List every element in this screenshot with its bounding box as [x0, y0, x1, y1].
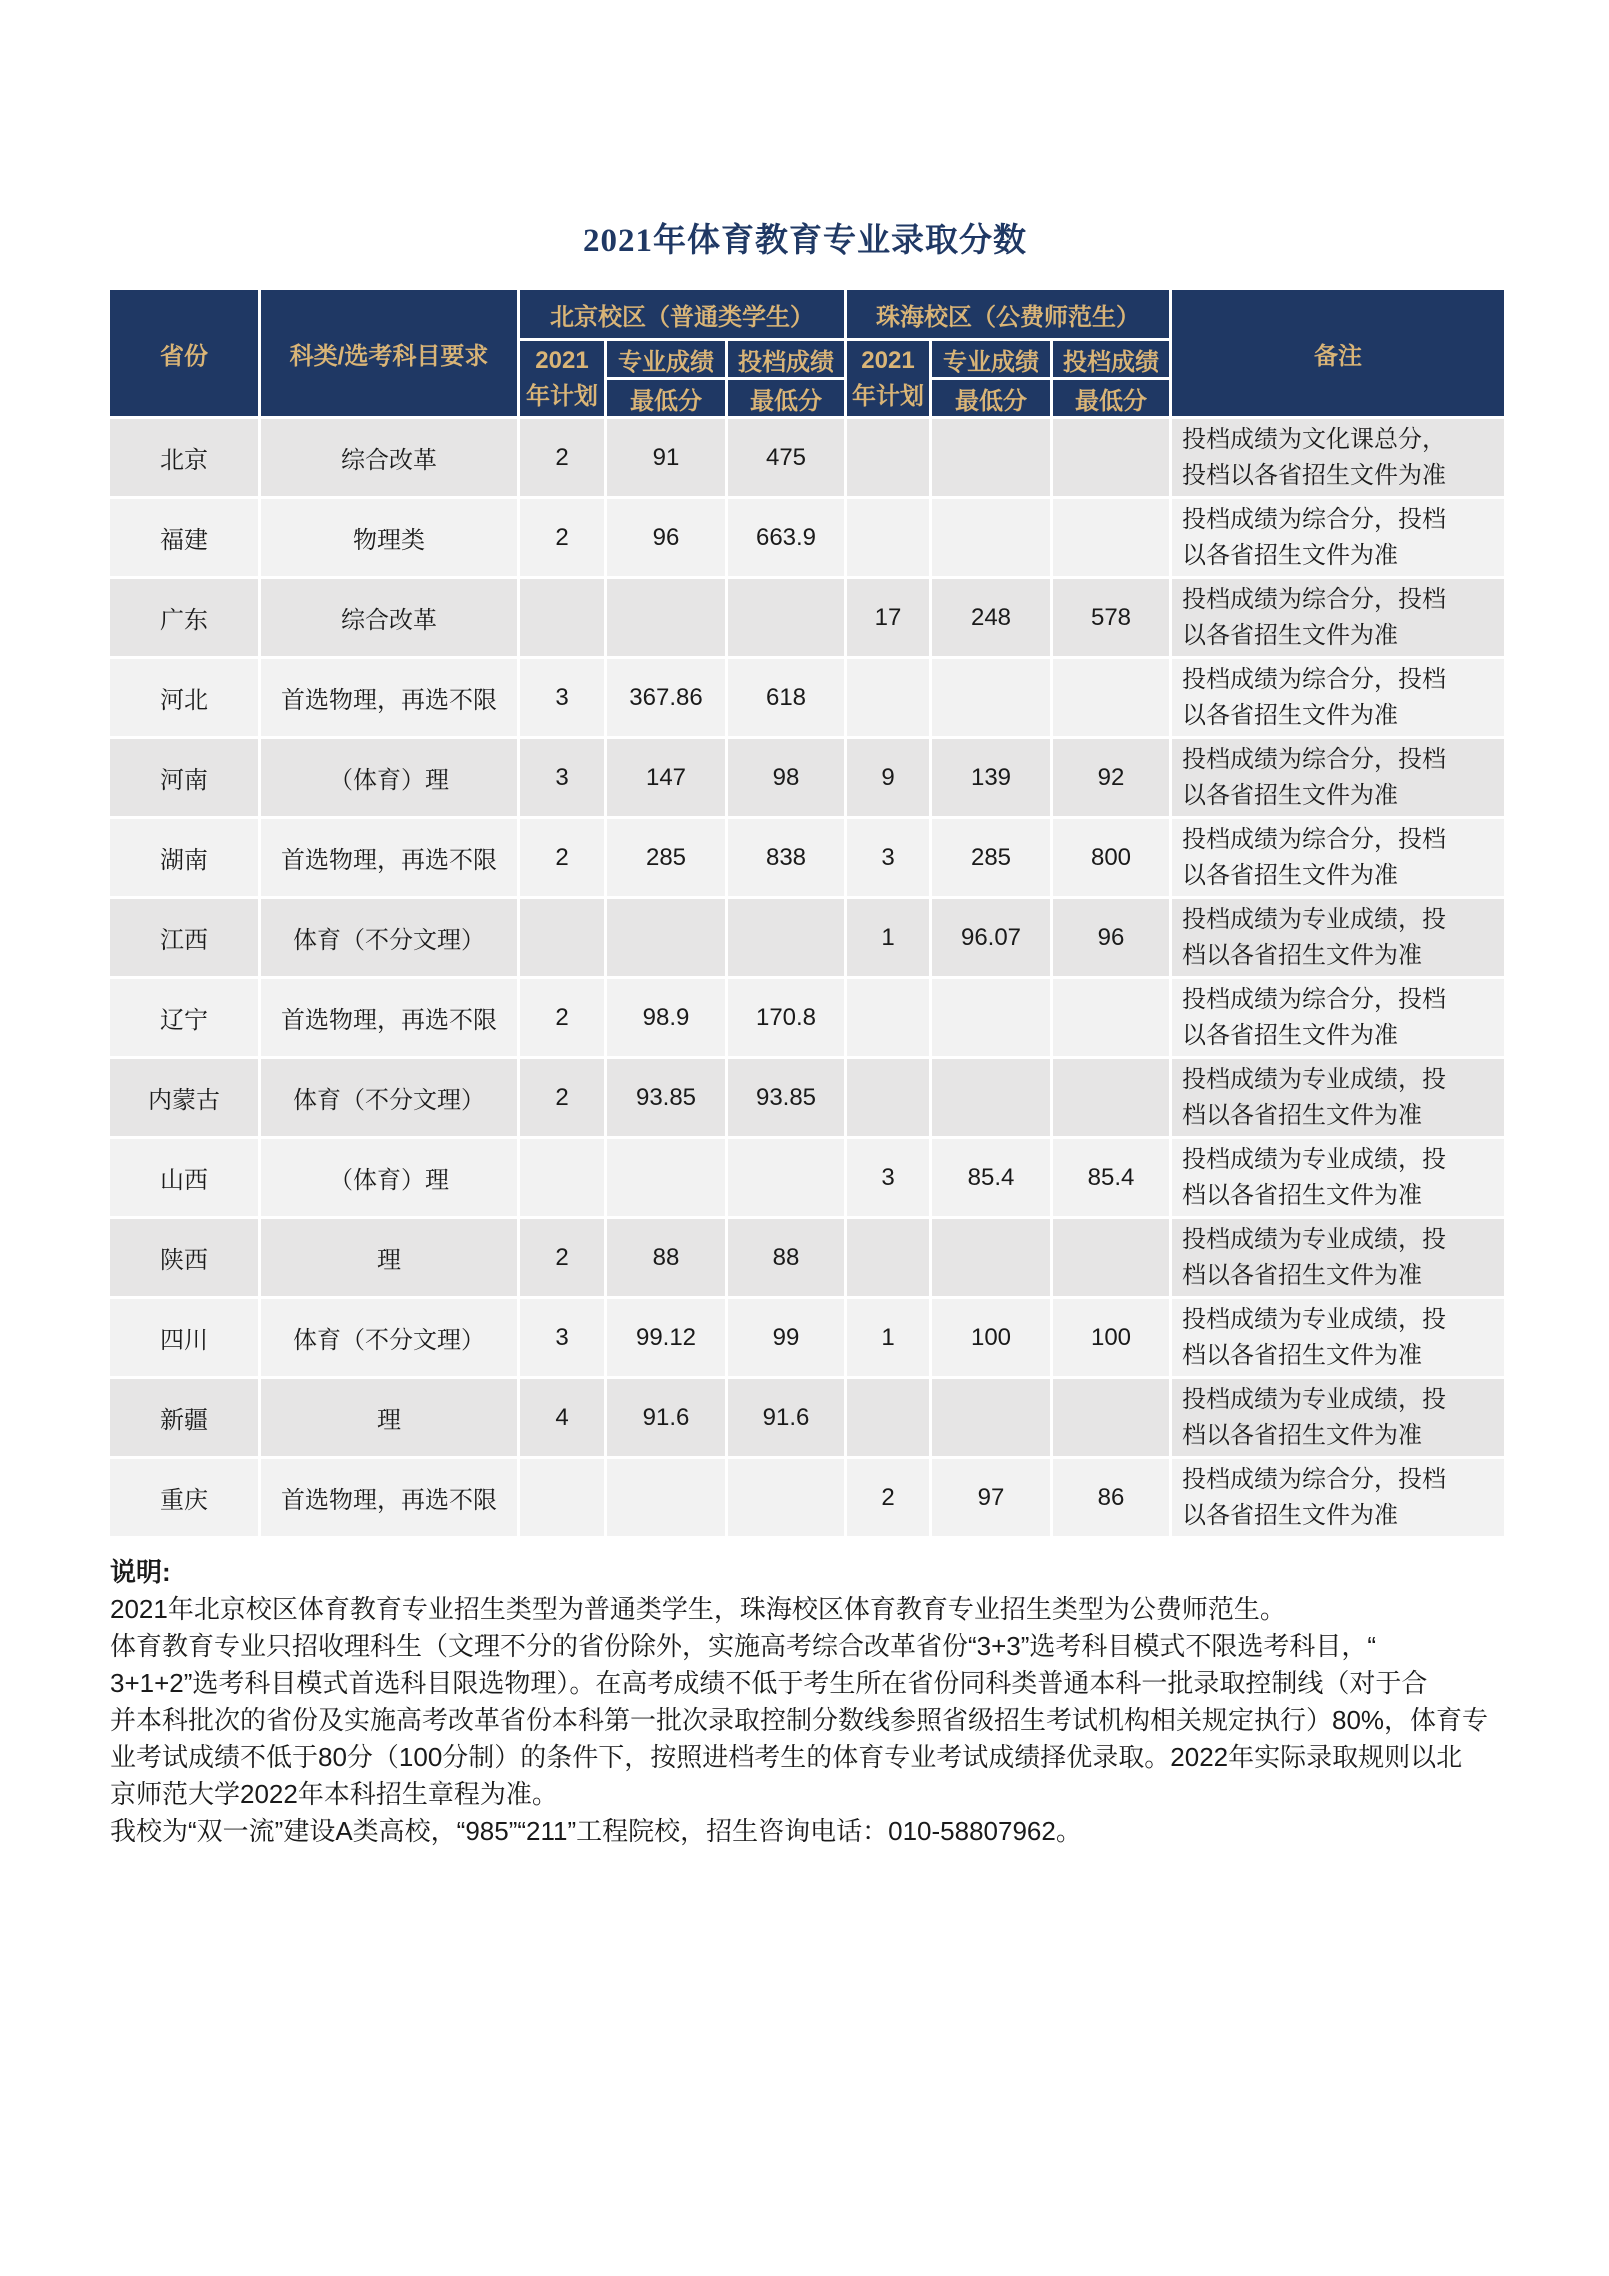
cell-beijing-plan: 2	[520, 1059, 604, 1136]
cell-beijing-major-min: 91.6	[607, 1379, 725, 1456]
table-row	[110, 1219, 1504, 1296]
cell-subject-requirement: 体育（不分文理）	[261, 1059, 517, 1136]
cell-zhuhai-major-min	[932, 1219, 1050, 1296]
cell-zhuhai-major-min	[932, 419, 1050, 496]
cell-beijing-archive-min: 98	[728, 739, 844, 816]
cell-zhuhai-major-min: 285	[932, 819, 1050, 896]
header-row-groups	[110, 290, 1504, 338]
notes-line: 3+1+2”选考科目模式首选科目限选物理）。在高考成绩不低于考生所在省份同科类普通本科一批录取控制线（对于合	[110, 1668, 1428, 1698]
cell-beijing-plan	[520, 1459, 604, 1536]
cell-subject-requirement: 理	[261, 1379, 517, 1456]
cell-beijing-major-min: 98.9	[607, 979, 725, 1056]
cell-zhuhai-plan	[847, 1059, 929, 1136]
cell-beijing-plan: 2	[520, 499, 604, 576]
cell-remark: 投档成绩为综合分，投档以各省招生文件为准	[1172, 979, 1504, 1056]
notes-section	[110, 1554, 1580, 1850]
table-row	[110, 1139, 1504, 1216]
cell-beijing-archive-min: 88	[728, 1219, 844, 1296]
notes-line: 并本科批次的省份及实施高考改革省份本科第一批次录取控制分数线参照省级招生考试机构相关规定执行）80%，体育专	[110, 1705, 1489, 1735]
header-beijing-plan-line1: 2021	[535, 346, 589, 374]
cell-remark: 投档成绩为综合分，投档以各省招生文件为准	[1172, 819, 1504, 896]
cell-zhuhai-major-min: 97	[932, 1459, 1050, 1536]
cell-subject-requirement: 体育（不分文理）	[261, 1299, 517, 1376]
cell-zhuhai-plan: 2	[847, 1459, 929, 1536]
cell-beijing-archive-min: 91.6	[728, 1379, 844, 1456]
cell-province: 北京	[110, 419, 258, 496]
cell-beijing-major-min	[607, 1459, 725, 1536]
notes-line: 2021年北京校区体育教育专业招生类型为普通类学生，珠海校区体育教育专业招生类型为公费师范生。	[110, 1594, 1286, 1624]
table-row	[110, 819, 1504, 896]
cell-zhuhai-plan: 1	[847, 1299, 929, 1376]
cell-subject-requirement: 综合改革	[261, 579, 517, 656]
header-beijing-archive-min: 最低分	[728, 380, 844, 416]
cell-beijing-archive-min: 838	[728, 819, 844, 896]
cell-zhuhai-major-min: 100	[932, 1299, 1050, 1376]
cell-beijing-major-min: 147	[607, 739, 725, 816]
header-zhuhai-campus-group: 珠海校区（公费师范生）	[847, 290, 1169, 338]
notes-line: 京师范大学2022年本科招生章程为准。	[110, 1779, 558, 1809]
table-row	[110, 1059, 1504, 1136]
cell-zhuhai-archive-min	[1053, 419, 1169, 496]
notes-label: 说明:	[110, 1557, 171, 1587]
cell-subject-requirement: 体育（不分文理）	[261, 899, 517, 976]
cell-beijing-archive-min: 618	[728, 659, 844, 736]
notes-line: 业考试成绩不低于80分（100分制）的条件下，按照进档考生的体育专业考试成绩择优录取。2022年实际录取规则以北	[110, 1742, 1463, 1772]
table-row	[110, 1379, 1504, 1456]
cell-remark: 投档成绩为专业成绩，投档以各省招生文件为准	[1172, 1139, 1504, 1216]
cell-remark: 投档成绩为综合分，投档以各省招生文件为准	[1172, 659, 1504, 736]
cell-subject-requirement: 首选物理，再选不限	[261, 659, 517, 736]
cell-beijing-plan: 4	[520, 1379, 604, 1456]
table-body	[110, 419, 1504, 1536]
cell-zhuhai-archive-min: 86	[1053, 1459, 1169, 1536]
cell-beijing-major-min: 96	[607, 499, 725, 576]
cell-remark: 投档成绩为专业成绩，投档以各省招生文件为准	[1172, 1059, 1504, 1136]
header-beijing-major-score: 专业成绩	[607, 341, 725, 377]
cell-beijing-major-min: 93.85	[607, 1059, 725, 1136]
cell-province: 河南	[110, 739, 258, 816]
cell-remark: 投档成绩为综合分，投档以各省招生文件为准	[1172, 739, 1504, 816]
cell-remark: 投档成绩为专业成绩，投档以各省招生文件为准	[1172, 1379, 1504, 1456]
cell-beijing-major-min	[607, 899, 725, 976]
cell-zhuhai-major-min: 139	[932, 739, 1050, 816]
table-row	[110, 659, 1504, 736]
cell-beijing-plan: 3	[520, 739, 604, 816]
cell-beijing-plan: 2	[520, 979, 604, 1056]
header-zhuhai-plan-line2: 年计划	[852, 382, 924, 410]
cell-beijing-archive-min	[728, 579, 844, 656]
cell-beijing-major-min: 91	[607, 419, 725, 496]
table-row	[110, 499, 1504, 576]
header-beijing-archive-score: 投档成绩	[728, 341, 844, 377]
cell-beijing-plan: 3	[520, 659, 604, 736]
cell-remark: 投档成绩为文化课总分，投档以各省招生文件为准	[1172, 419, 1504, 496]
table-row	[110, 1299, 1504, 1376]
cell-province: 福建	[110, 499, 258, 576]
cell-zhuhai-archive-min	[1053, 659, 1169, 736]
cell-province: 四川	[110, 1299, 258, 1376]
cell-beijing-plan: 2	[520, 1219, 604, 1296]
notes-line: 体育教育专业只招收理科生（文理不分的省份除外，实施高考综合改革省份“3+3”选考科目模式不限选考科目，“	[110, 1631, 1377, 1661]
cell-zhuhai-archive-min: 578	[1053, 579, 1169, 656]
notes-line: 我校为“双一流”建设A类高校，“985”“211”工程院校，招生咨询电话：010-58807962。	[110, 1816, 1082, 1846]
cell-beijing-plan	[520, 1139, 604, 1216]
cell-beijing-archive-min	[728, 899, 844, 976]
table-row	[110, 579, 1504, 656]
cell-beijing-archive-min: 93.85	[728, 1059, 844, 1136]
cell-beijing-archive-min: 170.8	[728, 979, 844, 1056]
table-row	[110, 899, 1504, 976]
cell-zhuhai-major-min	[932, 1379, 1050, 1456]
cell-zhuhai-major-min: 96.07	[932, 899, 1050, 976]
cell-zhuhai-plan	[847, 1219, 929, 1296]
cell-zhuhai-plan: 17	[847, 579, 929, 656]
cell-beijing-plan	[520, 899, 604, 976]
cell-subject-requirement: （体育）理	[261, 1139, 517, 1216]
header-subject: 科类/选考科目要求	[261, 290, 517, 416]
cell-zhuhai-archive-min	[1053, 979, 1169, 1056]
cell-zhuhai-archive-min: 100	[1053, 1299, 1169, 1376]
cell-beijing-archive-min	[728, 1139, 844, 1216]
cell-beijing-major-min: 88	[607, 1219, 725, 1296]
cell-province: 内蒙古	[110, 1059, 258, 1136]
header-zhuhai-archive-score: 投档成绩	[1053, 341, 1169, 377]
cell-beijing-major-min	[607, 1139, 725, 1216]
cell-subject-requirement: 首选物理，再选不限	[261, 819, 517, 896]
cell-zhuhai-plan: 3	[847, 1139, 929, 1216]
cell-zhuhai-archive-min	[1053, 499, 1169, 576]
header-zhuhai-major-score: 专业成绩	[932, 341, 1050, 377]
cell-beijing-plan: 2	[520, 819, 604, 896]
cell-zhuhai-major-min: 248	[932, 579, 1050, 656]
cell-zhuhai-archive-min: 92	[1053, 739, 1169, 816]
cell-zhuhai-archive-min	[1053, 1059, 1169, 1136]
cell-zhuhai-plan: 3	[847, 819, 929, 896]
cell-zhuhai-major-min: 85.4	[932, 1139, 1050, 1216]
cell-zhuhai-major-min	[932, 1059, 1050, 1136]
table-header	[110, 290, 1504, 416]
cell-zhuhai-archive-min	[1053, 1219, 1169, 1296]
cell-beijing-archive-min	[728, 1459, 844, 1536]
admission-score-table	[107, 287, 1507, 1539]
cell-beijing-major-min: 99.12	[607, 1299, 725, 1376]
cell-beijing-major-min: 367.86	[607, 659, 725, 736]
cell-remark: 投档成绩为专业成绩，投档以各省招生文件为准	[1172, 899, 1504, 976]
cell-zhuhai-archive-min	[1053, 1379, 1169, 1456]
cell-zhuhai-major-min	[932, 979, 1050, 1056]
cell-zhuhai-plan: 1	[847, 899, 929, 976]
header-zhuhai-major-min: 最低分	[932, 380, 1050, 416]
cell-beijing-major-min: 285	[607, 819, 725, 896]
cell-province: 湖南	[110, 819, 258, 896]
cell-province: 河北	[110, 659, 258, 736]
cell-zhuhai-archive-min: 96	[1053, 899, 1169, 976]
cell-zhuhai-major-min	[932, 659, 1050, 736]
cell-province: 新疆	[110, 1379, 258, 1456]
table-row	[110, 739, 1504, 816]
cell-subject-requirement: 首选物理，再选不限	[261, 1459, 517, 1536]
cell-beijing-major-min	[607, 579, 725, 656]
cell-province: 江西	[110, 899, 258, 976]
cell-province: 广东	[110, 579, 258, 656]
cell-remark: 投档成绩为专业成绩，投档以各省招生文件为准	[1172, 1299, 1504, 1376]
cell-zhuhai-plan	[847, 659, 929, 736]
cell-beijing-archive-min: 663.9	[728, 499, 844, 576]
cell-zhuhai-plan	[847, 979, 929, 1056]
header-beijing-major-min: 最低分	[607, 380, 725, 416]
header-beijing-campus-group: 北京校区（普通类学生）	[520, 290, 844, 338]
cell-beijing-plan	[520, 579, 604, 656]
cell-beijing-archive-min: 475	[728, 419, 844, 496]
cell-zhuhai-archive-min: 85.4	[1053, 1139, 1169, 1216]
table-row	[110, 1459, 1504, 1536]
page-title: 2021年体育教育专业录取分数	[583, 223, 1027, 259]
table-row	[110, 979, 1504, 1056]
cell-zhuhai-plan	[847, 499, 929, 576]
cell-subject-requirement: 理	[261, 1219, 517, 1296]
cell-province: 陕西	[110, 1219, 258, 1296]
header-zhuhai-archive-min: 最低分	[1053, 380, 1169, 416]
cell-remark: 投档成绩为综合分，投档以各省招生文件为准	[1172, 579, 1504, 656]
cell-subject-requirement: 综合改革	[261, 419, 517, 496]
cell-zhuhai-plan	[847, 1379, 929, 1456]
cell-zhuhai-major-min	[932, 499, 1050, 576]
notes-lines	[110, 1591, 1580, 1850]
header-zhuhai-plan	[847, 341, 929, 416]
header-province: 省份	[110, 290, 258, 416]
header-remark: 备注	[1172, 290, 1504, 416]
cell-remark: 投档成绩为综合分，投档以各省招生文件为准	[1172, 1459, 1504, 1536]
cell-zhuhai-plan	[847, 419, 929, 496]
cell-beijing-archive-min: 99	[728, 1299, 844, 1376]
cell-province: 辽宁	[110, 979, 258, 1056]
cell-beijing-plan: 2	[520, 419, 604, 496]
header-zhuhai-plan-line1: 2021	[861, 346, 915, 374]
cell-subject-requirement: 首选物理，再选不限	[261, 979, 517, 1056]
cell-province: 重庆	[110, 1459, 258, 1536]
header-beijing-plan	[520, 341, 604, 416]
cell-subject-requirement: 物理类	[261, 499, 517, 576]
cell-zhuhai-archive-min: 800	[1053, 819, 1169, 896]
cell-beijing-plan: 3	[520, 1299, 604, 1376]
cell-remark: 投档成绩为专业成绩，投档以各省招生文件为准	[1172, 1219, 1504, 1296]
cell-subject-requirement: （体育）理	[261, 739, 517, 816]
cell-zhuhai-plan: 9	[847, 739, 929, 816]
table-row	[110, 419, 1504, 496]
cell-province: 山西	[110, 1139, 258, 1216]
header-beijing-plan-line2: 年计划	[526, 382, 598, 410]
cell-remark: 投档成绩为综合分，投档以各省招生文件为准	[1172, 499, 1504, 576]
